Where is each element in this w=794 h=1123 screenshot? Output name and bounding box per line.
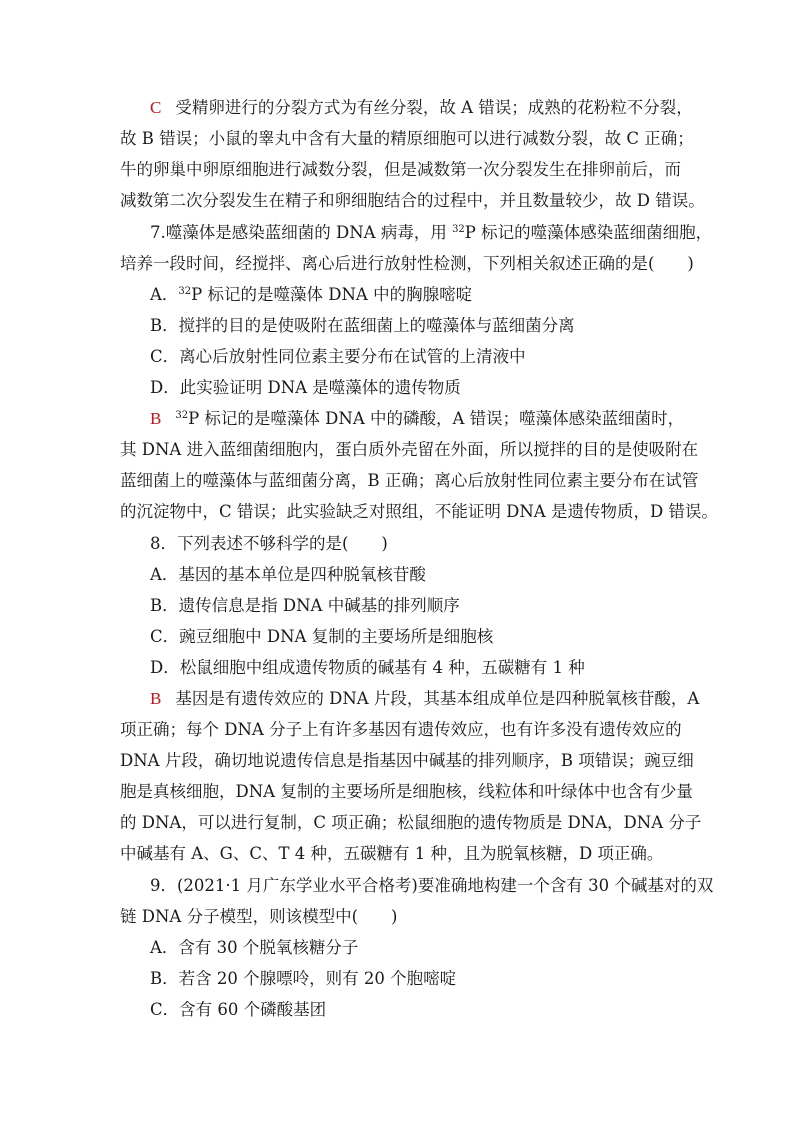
text: 7.噬藻体是感染蓝细菌的 DNA 病毒，用 <box>150 223 453 242</box>
question-8-option-a <box>150 565 426 585</box>
answer-letter: B <box>150 689 162 708</box>
text: 链 DNA 分子模型，则该模型中( ) <box>120 907 398 926</box>
answer-letter: C <box>150 98 162 117</box>
superscript: 32 <box>175 410 189 421</box>
question-8-option-b <box>150 596 460 616</box>
text: C．含有 60 个磷酸基团 <box>150 1000 327 1019</box>
text: P 标记的是噬藻体 DNA 中的磷酸，A 错误；噬藻体感染蓝细菌时， <box>188 409 685 428</box>
answer-6-line-4 <box>120 191 705 211</box>
answer-7-line-3 <box>120 471 698 491</box>
question-8-option-c <box>150 627 493 647</box>
text: A．含有 30 个脱氧核糖分子 <box>150 938 359 957</box>
answer-7-line-1 <box>150 409 684 429</box>
text: C．离心后放射性同位素主要分布在试管的上清液中 <box>150 347 526 366</box>
text: B．搅拌的目的是使吸附在蓝细菌上的噬藻体与蓝细菌分离 <box>150 316 575 335</box>
text: 其 DNA 进入蓝细菌细胞内，蛋白质外壳留在外面，所以搅拌的目的是使吸附在 <box>120 440 699 459</box>
text: 胞是真核细胞，DNA 复制的主要场所是细胞核，线粒体和叶绿体中也含有少量 <box>120 782 693 801</box>
text: 减数第二次分裂发生在精子和卵细胞结合的过程中，并且数量较少，故 D 错误。 <box>120 191 705 210</box>
question-9-stem-1 <box>150 876 713 896</box>
answer-6-line-3 <box>120 160 681 180</box>
text: P 标记的是噬藻体 DNA 中的胸腺嘧啶 <box>191 285 473 304</box>
text: P 标记的噬藻体感染蓝细菌细胞， <box>464 223 713 242</box>
superscript: 32 <box>178 286 192 297</box>
text: A． <box>150 285 179 304</box>
question-9-option-c <box>150 1000 326 1020</box>
answer-7-line-4 <box>120 502 718 522</box>
question-8-option-d <box>150 658 585 678</box>
text: 的 DNA，可以进行复制，C 项正确；松鼠细胞的遗传物质是 DNA，DNA 分子 <box>120 813 702 832</box>
superscript: 32 <box>452 224 465 235</box>
question-7-stem-1 <box>150 223 712 243</box>
question-8-stem <box>150 534 388 554</box>
text: B．遗传信息是指 DNA 中碱基的排列顺序 <box>150 596 460 615</box>
answer-8-line-2 <box>120 720 682 740</box>
answer-6-line-2 <box>120 129 694 149</box>
answer-8-line-6 <box>120 844 663 864</box>
text: 9．(2021·1 月广东学业水平合格考)要准确地构建一个含有 30 个碱基对的双 <box>150 876 714 895</box>
answer-8-line-5 <box>120 813 701 833</box>
text: C．豌豆细胞中 DNA 复制的主要场所是细胞核 <box>150 627 494 646</box>
answer-8-line-4 <box>120 782 693 802</box>
text: 基因是有遗传效应的 DNA 片段，其基本组成单位是四种脱氧核苷酸，A <box>175 689 700 708</box>
answer-6-line-1 <box>150 98 693 118</box>
text: 项正确；每个 DNA 分子上有许多基因有遗传效应，也有许多没有遗传效应的 <box>120 720 682 739</box>
question-9-option-a <box>150 938 358 958</box>
question-7-option-c <box>150 347 526 367</box>
question-7-stem-2 <box>120 254 694 274</box>
text: A．基因的基本单位是四种脱氧核苷酸 <box>150 565 426 584</box>
question-9-option-b <box>150 969 456 989</box>
text: 故 B 错误；小鼠的睾丸中含有大量的精原细胞可以进行减数分裂，故 C 正确； <box>120 129 694 148</box>
text: D．此实验证明 DNA 是噬藻体的遗传物质 <box>150 378 461 397</box>
answer-7-line-2 <box>120 440 698 460</box>
text: 中碱基有 A、G、C、T 4 种，五碳糖有 1 种，且为脱氧核糖，D 项正确。 <box>120 844 664 863</box>
question-7-option-b <box>150 316 575 336</box>
text: D．松鼠细胞中组成遗传物质的碱基有 4 种，五碳糖有 1 种 <box>150 658 585 677</box>
text: 牛的卵巢中卵原细胞进行减数分裂，但是减数第一次分裂发生在排卵前后，而 <box>120 160 681 179</box>
text: 培养一段时间，经搅拌、离心后进行放射性检测，下列相关叙述正确的是( ) <box>120 254 694 273</box>
text: 受精卵进行的分裂方式为有丝分裂，故 A 错误；成熟的花粉粒不分裂， <box>175 98 693 117</box>
text: 的沉淀物中，C 错误；此实验缺乏对照组，不能证明 DNA 是遗传物质，D 错误。 <box>120 502 718 521</box>
text: DNA 片段，确切地说遗传信息是指基因中碱基的排列顺序，B 项错误；豌豆细 <box>120 751 694 770</box>
answer-letter: B <box>150 409 162 428</box>
text: B．若含 20 个腺嘌呤，则有 20 个胞嘧啶 <box>150 969 457 988</box>
text: 8．下列表述不够科学的是( ) <box>150 534 388 553</box>
question-7-option-a <box>150 285 472 305</box>
text: 蓝细菌上的噬藻体与蓝细菌分离，B 正确；离心后放射性同位素主要分布在试管 <box>120 471 699 490</box>
question-7-option-d <box>150 378 461 398</box>
answer-8-line-3 <box>120 751 694 771</box>
question-9-stem-2 <box>120 907 397 927</box>
answer-8-line-1 <box>150 689 699 709</box>
